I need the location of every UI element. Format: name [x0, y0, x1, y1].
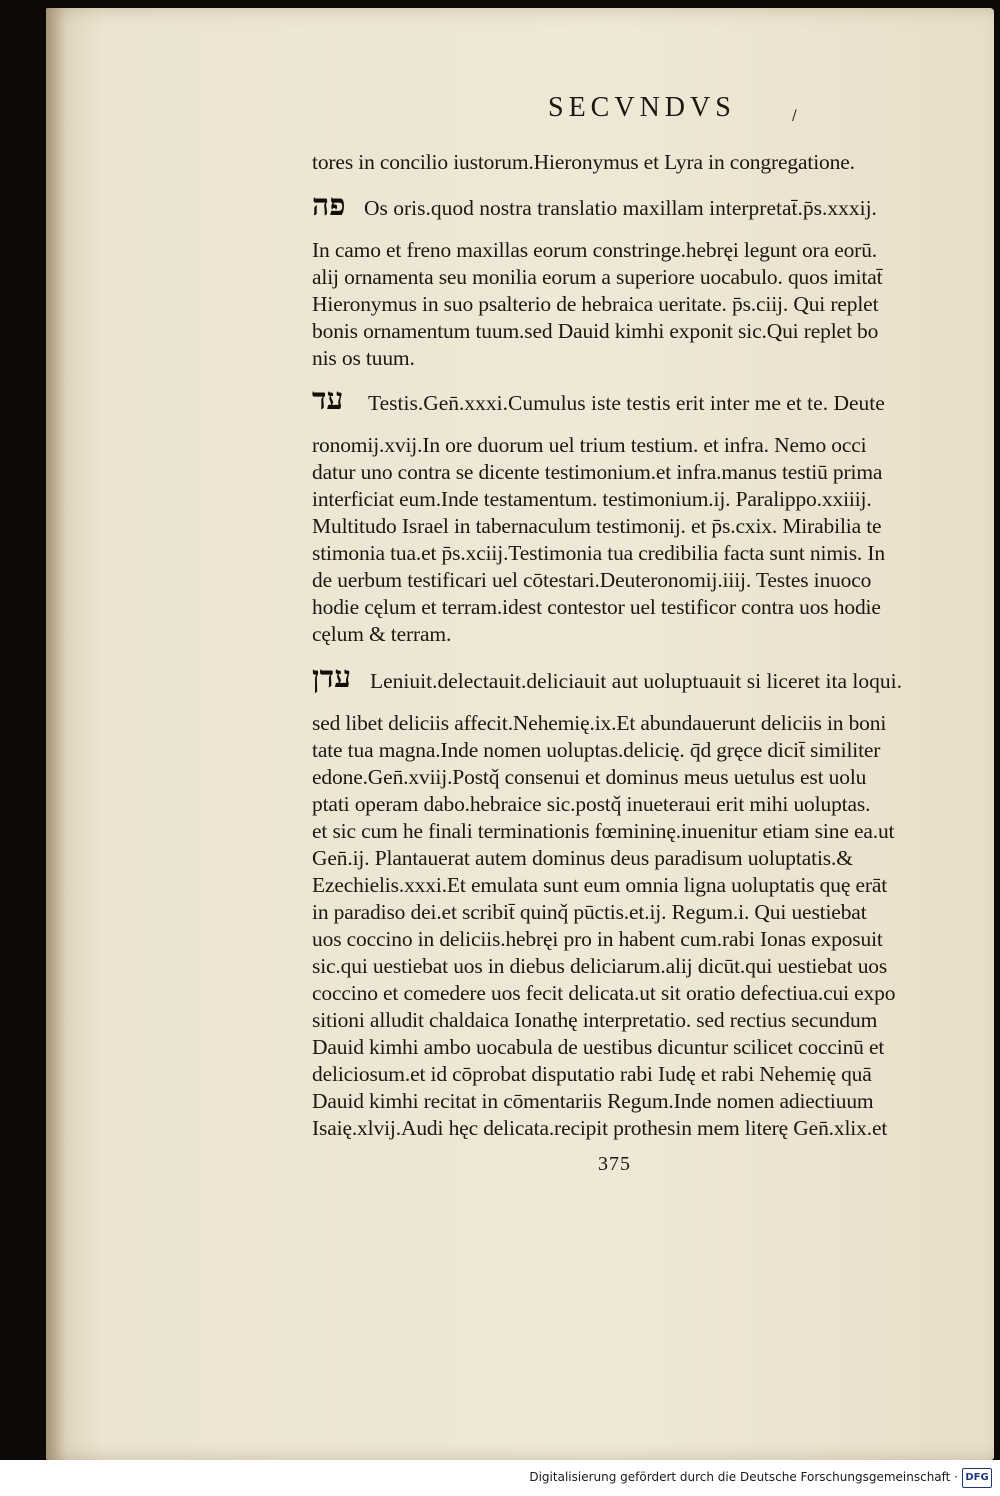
footer-bar	[0, 1460, 1000, 1496]
text-line: Ezechielis.xxxi.Et emulata sunt eum omnia ligna uoluptatis quę erāt	[312, 873, 888, 897]
text-line: tores in concilio iustorum.Hieronymus et Lyra in congregatione.	[312, 150, 855, 174]
text-line: cęlum & terram.	[312, 622, 452, 646]
text-line: edone.Gen̄.xviij.Postq̌ consenui et dominus meus uetulus est uolu	[312, 765, 867, 789]
text-line: Gen̄.ij. Plantauerat autem dominus deus paradisum uoluptatis.&	[312, 846, 853, 870]
dfg-logo-icon: DFG	[962, 1468, 992, 1488]
text-line: hodie cęlum et terram.idest contestor uel testificor contra uos hodie	[312, 595, 881, 619]
text-line: sic.qui uestiebat uos in diebus deliciarum.alij dicūt.qui uestiebat uos	[312, 954, 888, 978]
text-line: ronomij.xvij.In ore duorum uel trium testium. et infra. Nemo occi	[312, 433, 867, 457]
text-line: tate tua magna.Inde nomen uoluptas.delicię. q̄d gręce dicit̄ similiter	[312, 738, 881, 762]
page-gutter-shadow	[46, 8, 66, 1460]
text-line: Leniuit.delectauit.deliciauit aut uoluptuauit si liceret ita loqui.	[370, 669, 902, 693]
text-line: interficiat eum.Inde testamentum. testimonium.ij. Paralippo.xxiiij.	[312, 487, 872, 511]
text-line: sitioni alludit chaldaica Ionathę interpretatio. sed rectius secundum	[312, 1008, 878, 1032]
text-line: Dauid kimhi ambo uocabula de uestibus dicuntur scilicet coccinū et	[312, 1035, 885, 1059]
running-header: SECVNDVS	[548, 92, 736, 123]
hebrew-headword: עדן	[312, 660, 352, 695]
text-line: Testis.Gen̄.xxxi.Cumulus iste testis erit inter me et te. Deute	[368, 391, 885, 415]
text-line: in paradiso dei.et scribit̄ quinq̌ pūctis.et.ij. Regum.i. Qui uestiebat	[312, 900, 867, 924]
text-line: Hieronymus in suo psalterio de hebraica ueritate. p̄s.ciij. Qui replet	[312, 292, 879, 316]
ink-mark: /	[792, 108, 797, 124]
text-line: bonis ornamentum tuum.sed Dauid kimhi exponit sic.Qui replet bo	[312, 319, 879, 343]
page-number: 375	[598, 1153, 631, 1175]
text-line: sed libet deliciis affecit.Nehemię.ix.Et abundauerunt deliciis in boni	[312, 711, 887, 735]
hebrew-headword: עד	[312, 382, 344, 417]
text-line: coccino et comedere uos fecit delicata.ut sit oratio defectiua.cui expo	[312, 981, 896, 1005]
funding-credit: Digitalisierung gefördert durch die Deutsche Forschungsgemeinschaft ·	[529, 1470, 958, 1484]
text-line: In camo et freno maxillas eorum constringe.hebręi legunt ora eorū.	[312, 238, 878, 262]
text-line: nis os tuum.	[312, 346, 415, 370]
hebrew-headword: פה	[312, 188, 346, 223]
text-line: Dauid kimhi recitat in cōmentariis Regum.Inde nomen adiectiuum	[312, 1089, 874, 1113]
text-line: Isaię.xlvij.Audi hęc delicata.recipit prothesin mem literę Gen̄.xlix.et	[312, 1116, 888, 1140]
text-line: Os oris.quod nostra translatio maxillam interpretat̄.p̄s.xxxij.	[364, 196, 877, 220]
text-line: uos coccino in deliciis.hebręi pro in habent cum.rabi Ionas exposuit	[312, 927, 883, 951]
text-line: alij ornamenta seu monilia eorum a superiore uocabulo. quos imitat̄	[312, 265, 883, 289]
text-line: Multitudo Israel in tabernaculum testimonij. et p̄s.cxix. Mirabilia te	[312, 514, 882, 538]
text-line: de uerbum testificari uel cōtestari.Deuteronomij.iiij. Testes inuoco	[312, 568, 872, 592]
text-line: et sic cum he finali terminationis fœmininę.inuenitur etiam sine ea.ut	[312, 819, 895, 843]
text-line: ptati operam dabo.hebraice sic.postq̌ inueteraui erit mihi uoluptas.	[312, 792, 871, 816]
text-line: datur uno contra se dicente testimonium.et infra.manus testiū prima	[312, 460, 883, 484]
text-line: stimonia tua.et p̄s.xciij.Testimonia tua credibilia facta sunt nimis. In	[312, 541, 885, 565]
text-line: deliciosum.et id cōprobat disputatio rabi Iudę et rabi Nehemię quā	[312, 1062, 872, 1086]
